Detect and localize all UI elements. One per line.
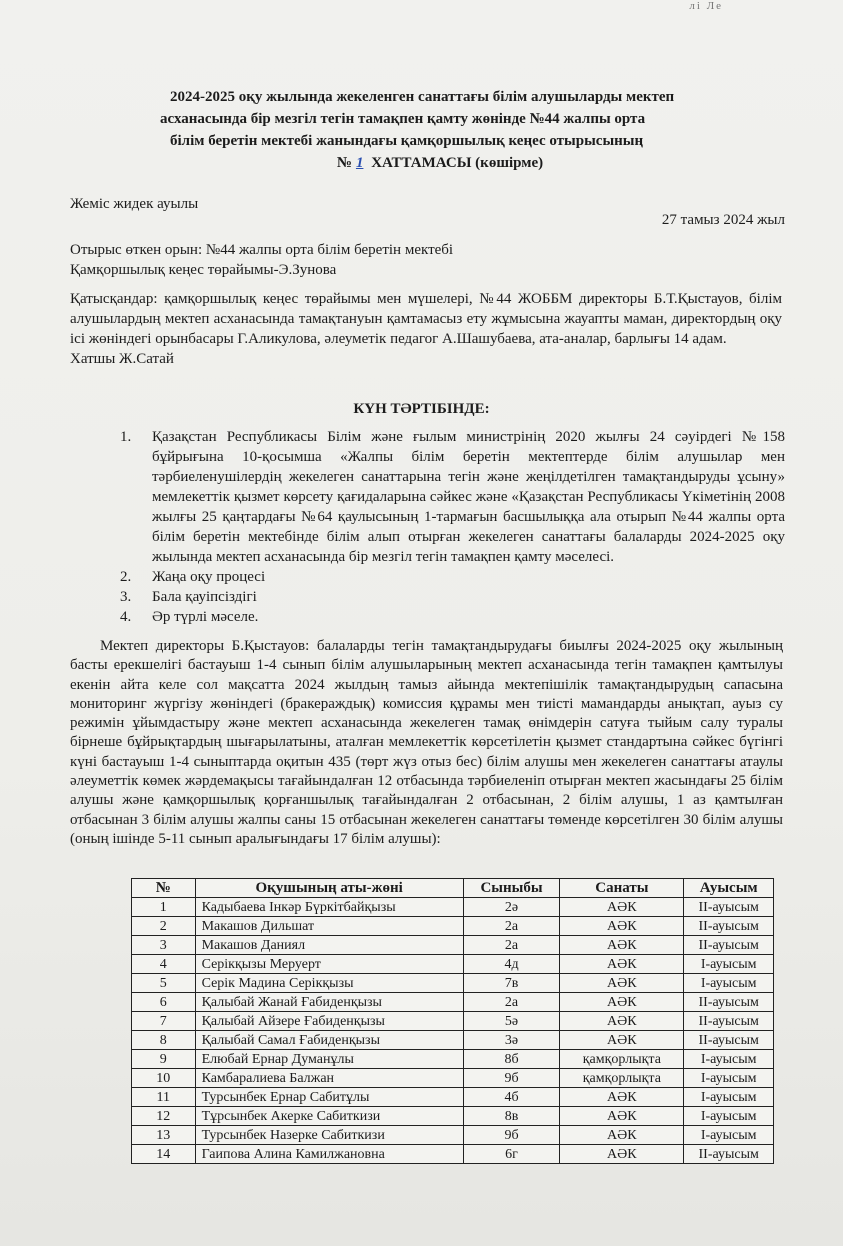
venue-text: Отырыс өткен орын: №44 жалпы орта білім беретін мектебі <box>70 242 454 258</box>
agenda-item-text: Бала қауіпсіздігі <box>152 589 257 605</box>
cell-class: 2а <box>463 936 560 955</box>
cell-category: АӘК <box>560 917 684 936</box>
cell-category: АӘК <box>560 1107 684 1126</box>
cell-name: Серік Мадина Серікқызы <box>195 974 463 993</box>
cell-category: АӘК <box>560 1145 684 1164</box>
table-row <box>132 898 774 917</box>
cell-name: Макашов Даниял <box>195 936 463 955</box>
table-row <box>132 974 774 993</box>
cell-number: 8 <box>132 1031 196 1050</box>
cell-number: 9 <box>132 1050 196 1069</box>
chair-text: Қамқоршылық кеңес төрайымы-Э.Зунова <box>70 262 337 278</box>
cell-class: 2а <box>463 917 560 936</box>
protocol-label: ХАТТАМАСЫ (көшірме) <box>371 155 544 171</box>
agenda-item-number: 2. <box>120 569 132 585</box>
cell-shift: I-ауысым <box>684 955 774 974</box>
cell-category: қамқорлықта <box>560 1069 684 1088</box>
agenda-list <box>120 427 785 627</box>
cell-name: Гаипова Алина Камилжановна <box>195 1145 463 1164</box>
agenda-item-text: Әр түрлі мәселе. <box>152 609 259 625</box>
participants-text: Қатысқандар: қамқоршылық кеңес төрайымы мен мүшелері, №44 ЖОББМ директоры Б.Т.Қыстауов, білім алушылардың мектеп асханасында тамақтануын қамтамасыз ету жұмысына жауапты маман, директордың оқу ісі жөніндегі орынбасары Г.Аликулова, әлеуметік педагог А.Шашубаева, ата-аналар, барлығы 14 адам. <box>70 291 782 347</box>
cell-class: 4д <box>463 955 560 974</box>
cell-name: Қалыбай Самал Ғабиденқызы <box>195 1031 463 1050</box>
cell-class: 8б <box>463 1050 560 1069</box>
participants-block <box>70 289 782 369</box>
cell-shift: I-ауысым <box>684 1050 774 1069</box>
cell-number: 14 <box>132 1145 196 1164</box>
title-line-1: 2024-2025 оқу жылында жекеленген санаттағы білім алушыларды мектеп <box>170 89 675 105</box>
corner-mark: лі Ле <box>689 0 723 12</box>
table-row <box>132 1050 774 1069</box>
table-header-row <box>132 879 774 898</box>
table-row <box>132 1069 774 1088</box>
cell-class: 8в <box>463 1107 560 1126</box>
agenda-item <box>120 607 785 627</box>
header-name: Оқушының аты-жөні <box>195 879 463 898</box>
cell-shift: I-ауысым <box>684 974 774 993</box>
cell-category: АӘК <box>560 1012 684 1031</box>
cell-number: 4 <box>132 955 196 974</box>
table-row <box>132 955 774 974</box>
title-line-4 <box>160 152 750 174</box>
cell-class: 5ә <box>463 1012 560 1031</box>
cell-number: 3 <box>132 936 196 955</box>
agenda-item-number: 4. <box>120 609 132 625</box>
students-table <box>131 878 774 1164</box>
cell-category: АӘК <box>560 1031 684 1050</box>
cell-name: Камбаралиева Балжан <box>195 1069 463 1088</box>
cell-name: Елюбай Ернар Думанұлы <box>195 1050 463 1069</box>
protocol-number: 1 <box>355 155 364 171</box>
cell-category: АӘК <box>560 1126 684 1145</box>
cell-class: 7в <box>463 974 560 993</box>
cell-number: 13 <box>132 1126 196 1145</box>
cell-shift: II-ауысым <box>684 1012 774 1031</box>
header-number: № <box>132 879 196 898</box>
cell-category: АӘК <box>560 955 684 974</box>
table-row <box>132 993 774 1012</box>
title-line-2: асханасында бір мезгіл тегін тамақпен қамту жөнінде №44 жалпы орта <box>160 111 646 127</box>
director-paragraph: Мектеп директоры Б.Қыстауов: балаларды тегін тамақтандырудағы биылғы 2024-2025 оқу жылының басты ерекшелігі бастауыш 1-4 сынып білім алушыларының мектеп асханасында тегін тамақпен қамтылуы екенін айта келе сол мақсатта 2024 жылдың тамыз айында мектепішілік тамақтандырудың сапасына мониторинг жүргізу жөніндегі (бракераждық) комиссия құрамы мен тиісті мамандарды анықтап, ауыз су режимін ұйымдастыру және мектеп асханасында жекелеген тамақ өнімдерін сатуға тыйым салу туралы бірнеше бұйрықтардың шығарылатыны, аталған мемлекеттік көрсетілетін қызмет стандартына сәйкес бүгінгі күні бастауыш 1-4 сыныптарда оқитын 435 (төрт жүз отыз бес) білім алушы мен жекелеген санаттағы атаулы әлеуметтік көмек жәрдемақысы тағайындалған 12 отбасында тәрбиеленіп отырған мектеп жасындағы 25 білім алушы және қамқоршылық қорғаншылық тағайындалған 2 отбасынан, 2 білім алушы, 1 аз қамтылған отбасынан 3 білім алушы жалпы саны 15 отбасынан жекелеген санаттағы төменде көрсетілген 30 білім алушы (оның ішінде 5-11 сынып аралығындағы 17 білім алушы): <box>70 638 783 847</box>
agenda-item <box>120 567 785 587</box>
header-shift: Ауысым <box>684 879 774 898</box>
cell-category: АӘК <box>560 936 684 955</box>
cell-shift: II-ауысым <box>684 936 774 955</box>
cell-shift: II-ауысым <box>684 917 774 936</box>
agenda-item-number: 1. <box>120 429 132 445</box>
cell-class: 3ә <box>463 1031 560 1050</box>
cell-shift: I-ауысым <box>684 1088 774 1107</box>
cell-shift: II-ауысым <box>684 1031 774 1050</box>
protocol-number-prefix: № <box>336 155 352 171</box>
cell-name: Қалыбай Айзере Ғабиденқызы <box>195 1012 463 1031</box>
table-row <box>132 936 774 955</box>
agenda-heading: КҮН ТӘРТІБІНДЕ: <box>353 401 490 417</box>
cell-category: АӘК <box>560 1088 684 1107</box>
agenda-item <box>120 427 785 567</box>
cell-class: 2а <box>463 993 560 1012</box>
cell-category: АӘК <box>560 974 684 993</box>
cell-number: 11 <box>132 1088 196 1107</box>
date-text: 27 тамыз 2024 жыл <box>661 212 785 228</box>
table-row <box>132 917 774 936</box>
cell-number: 12 <box>132 1107 196 1126</box>
cell-name: Серікқызы Меруерт <box>195 955 463 974</box>
cell-name: Макашов Дильшат <box>195 917 463 936</box>
cell-class: 9б <box>463 1126 560 1145</box>
cell-shift: II-ауысым <box>684 993 774 1012</box>
cell-shift: II-ауысым <box>684 898 774 917</box>
cell-name: Кадыбаева Інкәр Бүркітбайқызы <box>195 898 463 917</box>
cell-shift: I-ауысым <box>684 1069 774 1088</box>
cell-name: Турсынбек Ернар Сабитұлы <box>195 1088 463 1107</box>
cell-class: 2ә <box>463 898 560 917</box>
cell-shift: II-ауысым <box>684 1145 774 1164</box>
cell-number: 1 <box>132 898 196 917</box>
cell-class: 6г <box>463 1145 560 1164</box>
cell-class: 9б <box>463 1069 560 1088</box>
cell-category: АӘК <box>560 898 684 917</box>
table-row <box>132 1145 774 1164</box>
cell-number: 10 <box>132 1069 196 1088</box>
agenda-item <box>120 587 785 607</box>
table-row <box>132 1107 774 1126</box>
secretary-text: Хатшы Ж.Сатай <box>70 351 174 367</box>
agenda-item-text: Жаңа оқу процесі <box>152 569 266 585</box>
cell-category: қамқорлықта <box>560 1050 684 1069</box>
table-row <box>132 1126 774 1145</box>
place-text: Жеміс жидек ауылы <box>70 196 199 212</box>
place-date-line <box>70 196 785 228</box>
cell-class: 4б <box>463 1088 560 1107</box>
cell-number: 2 <box>132 917 196 936</box>
agenda-item-text: Қазақстан Республикасы Білім және ғылым министрінің 2020 жылғы 24 сәуірдегі №158 бұйрығына 10-қосымша «Жалпы білім беретін мектептерде білім алушылар мен тәрбиеленушілердің жекелеген санаттарына тегін және жеңілдетілген тамақтандыруды ұсыну» мемлекеттік қызмет көрсету қағидаларына сәйкес және «Қазақстан Республикасы Үкіметінің 2008 жылғы 25 қаңтардағы №64 қаулысының 1-тармағын басшылыққа ала отырып №44 жалпы орта білім беретін мектебінде білім алып отырған жекелеген санаттағы балаларды 2024-2025 оқу жылында мектеп асханасында бір мезгіл тегін тамақпен қамту мәселесі. <box>152 429 785 565</box>
header-class: Сыныбы <box>463 879 560 898</box>
table-row <box>132 1012 774 1031</box>
cell-number: 5 <box>132 974 196 993</box>
students-table-body <box>132 898 774 1164</box>
table-row <box>132 1031 774 1050</box>
document-title <box>160 86 750 174</box>
cell-category: АӘК <box>560 993 684 1012</box>
cell-number: 6 <box>132 993 196 1012</box>
cell-name: Қалыбай Жанай Ғабиденқызы <box>195 993 463 1012</box>
cell-name: Тұрсынбек Акерке Сабиткизи <box>195 1107 463 1126</box>
meeting-meta <box>70 240 453 280</box>
cell-shift: I-ауысым <box>684 1107 774 1126</box>
cell-shift: I-ауысым <box>684 1126 774 1145</box>
cell-number: 7 <box>132 1012 196 1031</box>
agenda-item-number: 3. <box>120 589 132 605</box>
cell-name: Турсынбек Назерке Сабиткизи <box>195 1126 463 1145</box>
header-category: Санаты <box>560 879 684 898</box>
table-row <box>132 1088 774 1107</box>
title-line-3: білім беретін мектебі жанындағы қамқоршылық кеңес отырысының <box>170 133 644 149</box>
